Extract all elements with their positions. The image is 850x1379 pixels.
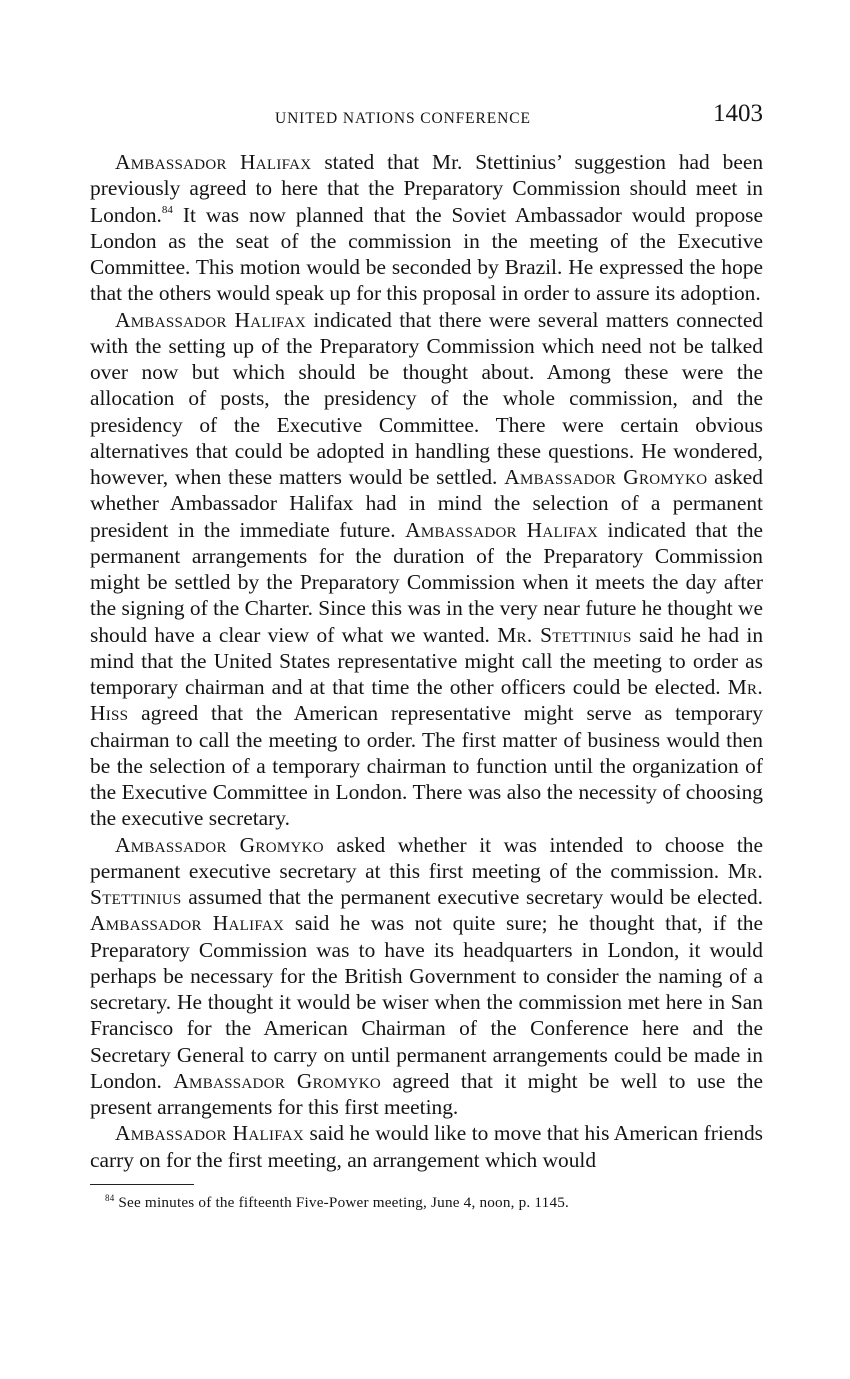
footnote-text: See minutes of the fifteenth Five-Power meeting, June 4, noon, p. 1145. — [118, 1193, 570, 1211]
footnote — [105, 1194, 763, 1212]
speaker-name: Ambassador Halifax — [90, 911, 285, 936]
speaker-name: Ambassador Gromyko — [173, 1068, 382, 1093]
paragraph-text: assumed that the permanent executive secretary would be elected. — [181, 885, 763, 909]
paragraph-text: It was now planned that the Soviet Ambassador would propose London as the seat of the commission in the meeting of the Executive Committee. This motion would be seconded by Brazil. He expressed the hope that the others would speak up for this proposal in order to assure its adoption. — [90, 202, 763, 306]
speaker-name: Ambassador Halifax — [115, 1121, 305, 1146]
paragraph-text: stated that Mr. Stettinius’ suggestion had been previously agreed to here that the Preparatory Commission should meet in London. — [90, 150, 764, 227]
paragraph — [90, 1120, 763, 1173]
paragraph-text: agreed that the American representative might serve as temporary chairman to call the meeting to order. The first matter of business would then be the selection of a temporary chairman to function until the organization of the Executive Committee in London. There was also the necessity of choosing the executive secretary. — [90, 701, 763, 831]
speaker-name: Ambassador Halifax — [115, 307, 306, 332]
document-page — [90, 98, 763, 1212]
footnote-rule — [90, 1184, 194, 1185]
speaker-name: Ambassador Gromyko — [115, 832, 324, 857]
paragraph — [90, 307, 763, 832]
speaker-name: Ambassador Halifax — [405, 517, 599, 542]
speaker-name: Mr. Stettinius — [497, 622, 632, 647]
speaker-name: Mr. Stettinius — [90, 858, 763, 909]
running-head — [90, 98, 763, 138]
paragraph-text: asked whether Ambassador Halifax had in mind the selection of a permanent president in the immediate future. — [90, 465, 763, 542]
footnote-marker: 84 — [105, 1192, 115, 1203]
page-number: 1403 — [713, 100, 763, 127]
paragraph — [90, 832, 763, 1121]
paragraph-text: indicated that there were several matters connected with the setting up of the Preparatory Commission which need not be talked over now but which should be thought about. Among these were the allocation of posts, the presidency of the whole commission, and the presidency of the Executive Committee. There were certain obvious alternatives that could be adopted in handling these questions. He wondered, however, when these matters would be settled. — [90, 307, 764, 489]
speaker-name: Ambassador Halifax — [115, 150, 312, 174]
paragraph-text: asked whether it was intended to choose the permanent executive secretary at this first meeting of the commission. — [90, 832, 763, 883]
running-head-title: UNITED NATIONS CONFERENCE — [275, 110, 531, 127]
footnote-reference: 84 — [161, 203, 173, 216]
speaker-name: Ambassador Gromyko — [504, 465, 708, 489]
speaker-name: Mr. Hiss — [90, 675, 763, 726]
paragraph-text: said he was not quite sure; he thought that, if the Preparatory Commission was to have its headquarters in London, it would perhaps be necessary for the British Government to consider the naming of a secretary. He thought it would be wiser when the commission met here in San Francisco for the American Chairman of the Conference here and the Secretary General to carry on until permanent arrangements could be made in London. — [90, 911, 763, 1093]
paragraph-text: indicated that the permanent arrangements for the duration of the Preparatory Commission might be settled by the Preparatory Commission when it meets the day after the signing of the Charter. Since this was in the very near future he thought we should have a clear view of what we wanted. — [90, 517, 764, 647]
paragraph-text: said he would like to move that his American friends carry on for the first meeting, an arrangement which would — [90, 1121, 763, 1172]
paragraph-text: said he had in mind that the United States representative might call the meeting to order as temporary chairman and at that time the other officers could be elected. — [90, 622, 764, 699]
paragraph — [90, 149, 763, 307]
paragraph-text: agreed that it might be well to use the present arrangements for this first meeting. — [90, 1068, 763, 1119]
body-text — [90, 149, 763, 1173]
